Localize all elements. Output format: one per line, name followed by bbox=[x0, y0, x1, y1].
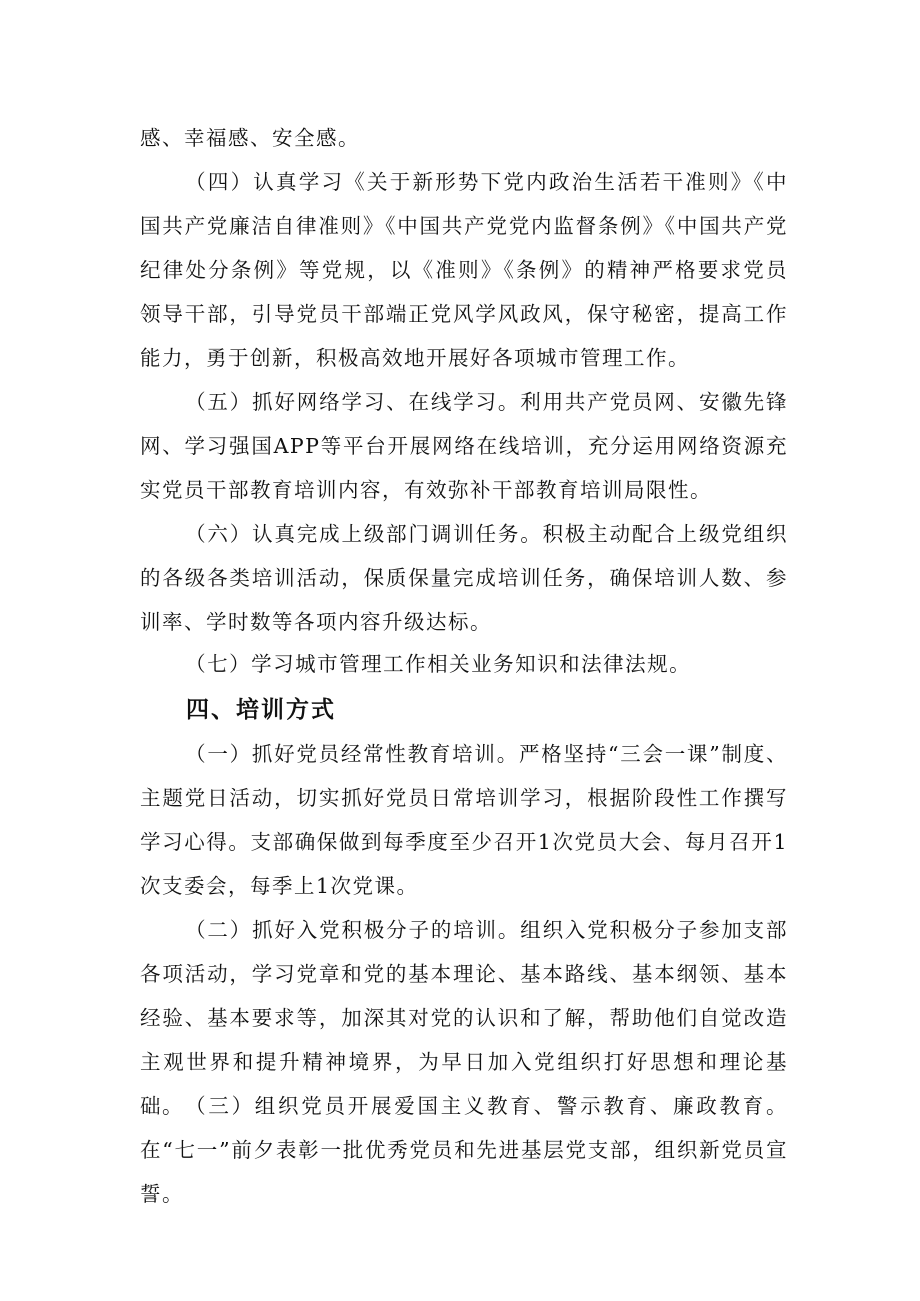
section-heading: 四、培训方式 bbox=[186, 697, 336, 723]
paragraph-continuation: 感、幸福感、安全感。 bbox=[140, 126, 360, 150]
paragraph-method-1: （一）抓好党员经常性教育培训。严格坚持“三会一课”制度、主题党日活动，切实抓好党员日常培训学习，根据阶段性工作撰写学习心得。支部确保做到每季度至少召开1次党员大会、每月召开1次支委会，每季上1次党课。 bbox=[140, 742, 788, 898]
paragraph-method-2: （二）抓好入党积极分子的培训。组织入党积极分子参加支部各项活动，学习党章和党的基本理论、基本路线、基本纲领、基本经验、基本要求等，加深其对党的认识和了解，帮助他们自觉改造主观世界和提升精神境界，为早日加入党组织打好思想和理论基础。 bbox=[140, 918, 788, 1118]
paragraph-method-3: （三）组织党员开展爱国主义教育、警示教育、廉政教育。在“七一”前夕表彰一批优秀党员和先进基层党支部，组织新党员宣誓。 bbox=[140, 1094, 788, 1206]
paragraph-item-6: （六）认真完成上级部门调训任务。积极主动配合上级党组织的各级各类培训活动，保质保量完成培训任务，确保培训人数、参训率、学时数等各项内容升级达标。 bbox=[140, 522, 788, 634]
paragraph-item-4: （四）认真学习《关于新形势下党内政治生活若干准则》《中国共产党廉洁自律准则》《中国共产党党内监督条例》《中国共产党纪律处分条例》等党规，以《准则》《条例》的精神严格要求党员领导干部，引导党员干部端正党风学风政风，保守秘密，提高工作能力，勇于创新，积极高效地开展好各项城市管理工作。 bbox=[140, 170, 788, 370]
paragraph-item-7: （七）学习城市管理工作相关业务知识和法律法规。 bbox=[185, 652, 692, 676]
paragraph-item-5: （五）抓好网络学习、在线学习。利用共产党员网、安徽先锋网、学习强国APP等平台开展网络在线培训，充分运用网络资源充实党员干部教育培训内容，有效弥补干部教育培训局限性。 bbox=[140, 390, 788, 502]
